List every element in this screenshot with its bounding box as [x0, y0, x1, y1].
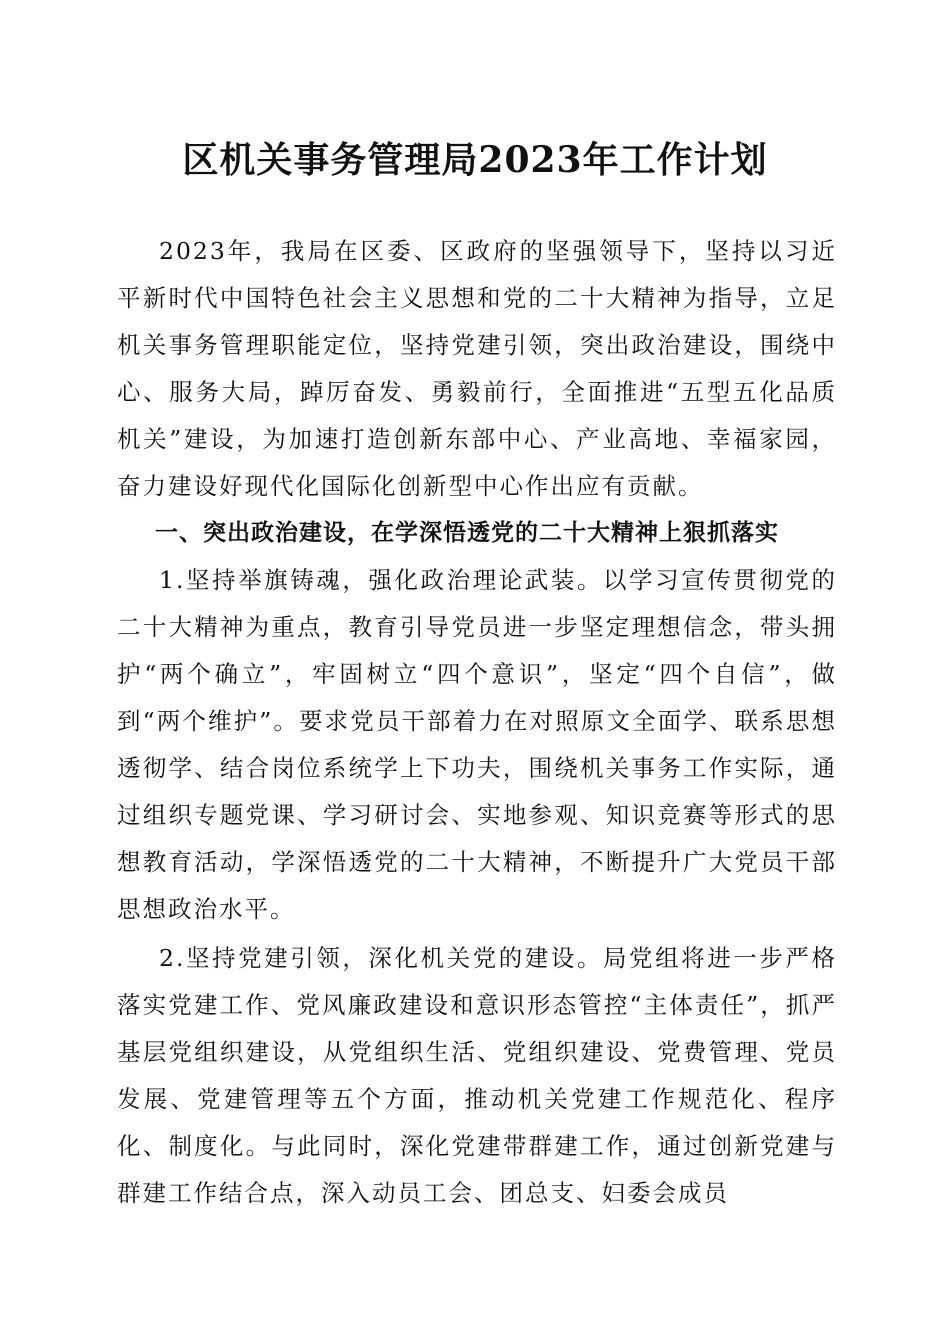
intro-paragraph: 2023年，我局在区委、区政府的坚强领导下，坚持以习近平新时代中国特色社会主义思想和党的二十大精神为指导，立足机关事务管理职能定位，坚持党建引领，突出政治建设，围绕中心、服务大局，踔厉奋发、勇毅前行，全面推进“五型五化品质机关”建设，为加速打造创新东部中心、产业高地、幸福家园，奋力建设好现代化国际化创新型中心作出应有贡献。 [117, 237, 837, 500]
item-paragraph-2: 2.坚持党建引领，深化机关党的建设。局党组将进一步严格落实党建工作、党风廉政建设和意识形态管控“主体责任”，抓严基层党组织建设，从党组织生活、党组织建设、党费管理、党员发展、党建管理等五个方面，推动机关党建工作规范化、程序化、制度化。与此同时，深化党建带群建工作，通过创新党建与群建工作结合点，深入动员工会、团总支、妇委会成员 [117, 944, 837, 1207]
item-paragraph-1: 1.坚持举旗铸魂，强化政治理论武装。以学习宣传贯彻党的二十大精神为重点，教育引导党员进一步坚定理想信念，带头拥护“两个确立”，牢固树立“四个意识”，坚定“四个自信”，做到“两个维护”。要求党员干部着力在对照原文全面学、联系思想透彻学、结合岗位系统学上下功夫，围绕机关事务工作实际，通过组织专题党课、学习研讨会、实地参观、知识竞赛等形式的思想教育活动，学深悟透党的二十大精神，不断提升广大党员干部思想政治水平。 [117, 566, 837, 923]
document-body [117, 228, 837, 1217]
document-title: 区机关事务管理局2023年工作计划 [182, 139, 768, 181]
section-heading-1: 一、突出政治建设，在学深悟透党的二十大精神上狠抓落实 [155, 520, 779, 546]
